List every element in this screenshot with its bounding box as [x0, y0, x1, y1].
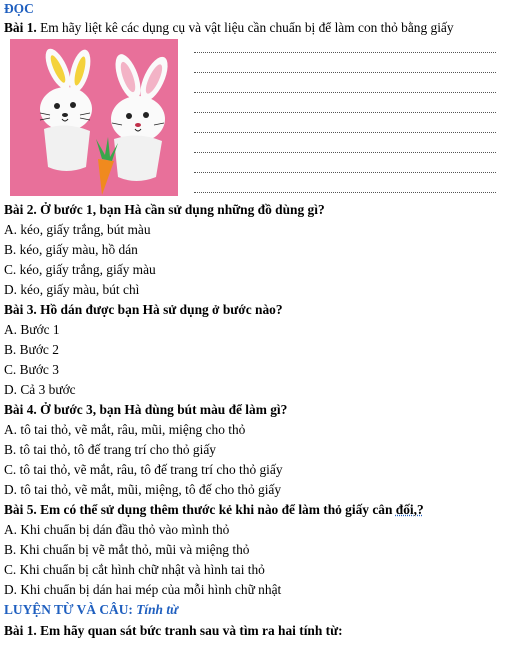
ex3-question-line — [4, 300, 283, 320]
ex2-question-line — [4, 200, 325, 220]
ex3-option-b[interactable]: B. Bước 2 — [4, 342, 59, 357]
vocab-ex1-title: Bài 1. — [4, 623, 37, 638]
ex5-question-line — [4, 500, 424, 520]
ex2-option-c[interactable]: C. kéo, giấy trắng, giấy màu — [4, 262, 156, 277]
section-vocab-subtitle: Tính từ — [132, 602, 179, 617]
ex3-option-c[interactable]: C. Bước 3 — [4, 362, 59, 377]
section-read-heading: ĐỌC — [4, 1, 34, 16]
ex3-option-a[interactable]: A. Bước 1 — [4, 322, 60, 337]
ex2-title: Bài 2. — [4, 202, 37, 217]
paper-rabbits-illustration — [10, 39, 178, 196]
ex4-question-line — [4, 400, 287, 420]
ex4-option-a[interactable]: A. tô tai thỏ, vẽ mắt, râu, mũi, miệng cho thỏ — [4, 422, 246, 437]
answer-line-6[interactable] — [194, 152, 496, 153]
ex3-title: Bài 3. — [4, 302, 37, 317]
section-vocab-heading — [4, 600, 178, 620]
ex2-option-a[interactable]: A. kéo, giấy trắng, bút màu — [4, 222, 151, 237]
answer-line-5[interactable] — [194, 132, 496, 133]
answer-line-7[interactable] — [194, 172, 496, 173]
ex1-title: Bài 1. — [4, 20, 37, 35]
vocab-ex1-text: Em hãy quan sát bức tranh sau và tìm ra hai tính từ: — [36, 623, 343, 638]
ex5-option-c[interactable]: C. Khi chuẩn bị cắt hình chữ nhật và hình tai thỏ — [4, 562, 265, 577]
ex3-question: Hồ dán được bạn Hà sử dụng ở bước nào? — [36, 302, 283, 317]
ex4-option-c[interactable]: C. tô tai thỏ, vẽ mắt, râu, tô đế trang trí cho thỏ giấy — [4, 462, 283, 477]
ex1-line — [4, 18, 454, 38]
paper-rabbits-image — [10, 39, 178, 196]
answer-line-2[interactable] — [194, 72, 496, 73]
answer-line-4[interactable] — [194, 112, 496, 113]
ex1-text: Em hãy liệt kê các dụng cụ và vật liệu cần chuẩn bị để làm con thỏ bằng giấy — [36, 20, 454, 35]
ex4-question: Ở bước 3, bạn Hà dùng bút màu để làm gì? — [36, 402, 288, 417]
ex5-option-d[interactable]: D. Khi chuẩn bị dán hai mép của mỗi hình chữ nhật — [4, 582, 282, 597]
ex2-option-b[interactable]: B. kéo, giấy màu, hồ dán — [4, 242, 138, 257]
answer-line-3[interactable] — [194, 92, 496, 93]
ex5-question-underlined: đối,? — [395, 502, 424, 517]
ex3-option-d[interactable]: D. Cả 3 bước — [4, 382, 76, 397]
ex4-title: Bài 4. — [4, 402, 37, 417]
answer-line-8[interactable] — [194, 192, 496, 193]
ex4-option-b[interactable]: B. tô tai thỏ, tô đế trang trí cho thỏ giấy — [4, 442, 216, 457]
ex5-option-a[interactable]: A. Khi chuẩn bị dán đầu thỏ vào mình thỏ — [4, 522, 230, 537]
vocab-ex1-line — [4, 621, 343, 641]
section-vocab-title: LUYỆN TỪ VÀ CÂU: — [4, 602, 133, 617]
answer-line-1[interactable] — [194, 52, 496, 53]
ex5-title: Bài 5. — [4, 502, 37, 517]
ex5-option-b[interactable]: B. Khi chuẩn bị vẽ mắt thỏ, mũi và miệng thỏ — [4, 542, 250, 557]
ex4-option-d[interactable]: D. tô tai thỏ, vẽ mắt, mũi, miệng, tô đế cho thỏ giấy — [4, 482, 282, 497]
ex2-question: Ở bước 1, bạn Hà cần sử dụng những đồ dùng gì? — [36, 202, 325, 217]
ex2-option-d[interactable]: D. kéo, giấy màu, bút chì — [4, 282, 140, 297]
ex5-question: Em có thể sử dụng thêm thước kẻ khi nào để làm thỏ giấy cân — [36, 502, 396, 517]
